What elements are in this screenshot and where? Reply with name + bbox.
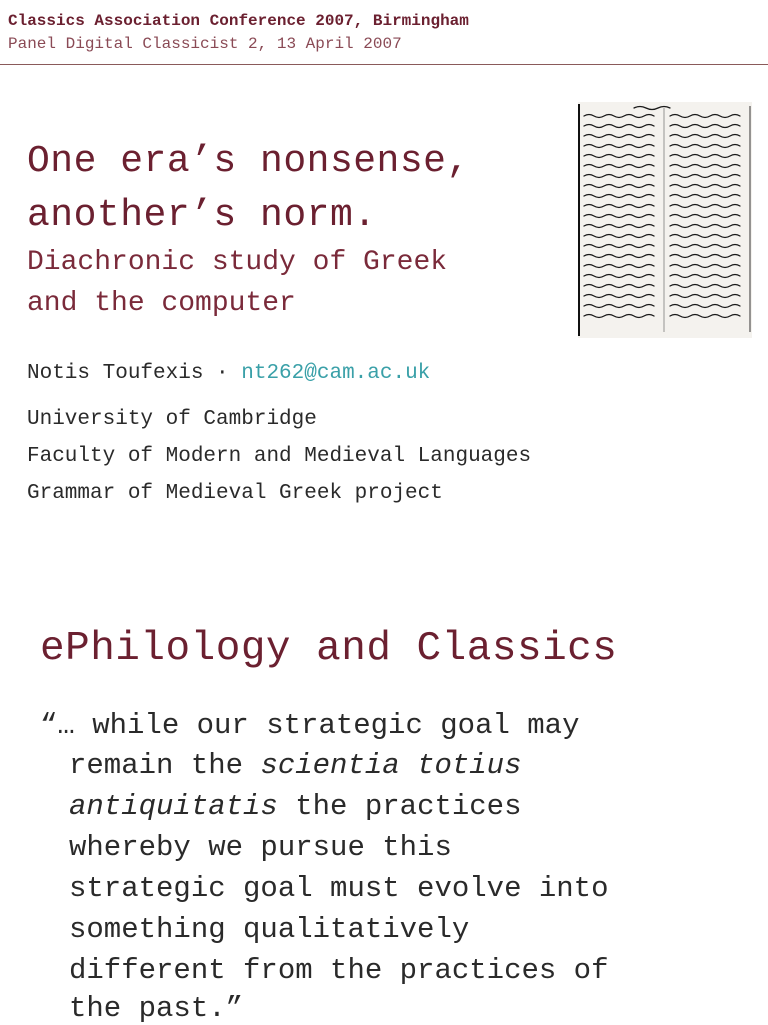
affiliation-university: University of Cambridge [27, 408, 317, 431]
author-name: Notis Toufexis [27, 362, 204, 385]
quote-text: the practices [277, 790, 522, 823]
author-separator: · [203, 362, 242, 385]
section-heading: ePhilology and Classics [40, 626, 618, 672]
quote-emphasis: scientia totius [260, 749, 522, 782]
author-email-link[interactable]: nt262@cam.ac.uk [241, 362, 431, 385]
slide-subtitle-line-1: Diachronic study of Greek [27, 247, 448, 278]
conference-title: Classics Association Conference 2007, Birmingham [8, 12, 469, 30]
slide-header [0, 0, 768, 65]
quote-line-2 [69, 749, 521, 782]
slide-title-line-1: One era’s nonsense, [27, 140, 470, 183]
quote-line-6: something qualitatively [69, 913, 470, 946]
slide-title-line-2: another’s norm. [27, 194, 377, 237]
quote-line-1: “… while our strategic goal may [40, 709, 580, 742]
quote-line-8: the past.” [69, 992, 244, 1025]
slide-subtitle-line-2: and the computer [27, 288, 296, 319]
quote-text: remain the [69, 749, 261, 782]
affiliation-faculty: Faculty of Modern and Medieval Languages [27, 445, 532, 468]
quote-line-3 [69, 790, 521, 823]
quote-emphasis: antiquitatis [69, 790, 278, 823]
manuscript-image [576, 100, 754, 340]
affiliation-project: Grammar of Medieval Greek project [27, 482, 443, 505]
quote-line-7: different from the practices of [69, 954, 609, 987]
panel-info: Panel Digital Classicist 2, 13 April 2007 [8, 35, 402, 53]
author-line [27, 362, 430, 385]
quote-line-4: whereby we pursue this [69, 831, 452, 864]
quote-line-5: strategic goal must evolve into [69, 872, 609, 905]
